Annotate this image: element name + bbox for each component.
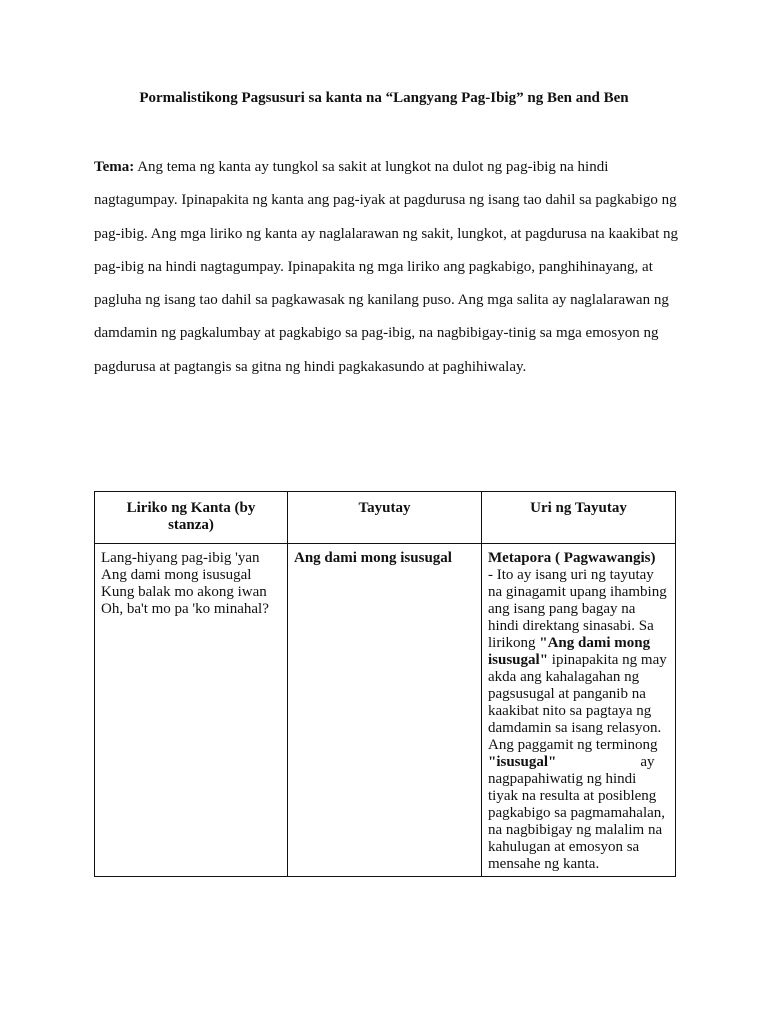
header-uri: Uri ng Tayutay [482,492,676,544]
tayutay-cell [288,544,482,877]
lyric-line: Lang-hiyang pag-ibig 'yan [101,550,260,566]
header-tayutay: Tayutay [288,492,482,544]
lyrics-cell [95,544,288,877]
tayutay-text: Ang dami mong isusugal [294,550,452,566]
uri-text-3: ay [640,754,655,770]
table-row [95,544,676,877]
uri-quote-2: "isusugal" [488,754,557,770]
analysis-table [94,491,676,877]
uri-text-2: ipinapakita ng may akda ang kahalagahan ng pagsusugal at panganib na kaakibat nito sa pagtaya ng damdamin sa isang relasyon. Ang paggamit ng terminong [488,652,667,753]
theme-paragraph [94,151,684,384]
document-title: Pormalistikong Pagsusuri sa kanta na “Langyang Pag-Ibig” ng Ben and Ben [139,90,629,106]
uri-quote-1: "Ang dami mong isusugal" [488,635,651,668]
uri-text-1: - Ito ay isang uri ng tayutay na ginagamit upang ihambing ang isang pang bagay na hindi direktang sinasabi. Sa lirikong [488,567,667,651]
header-liriko: Liriko ng Kanta (by stanza) [95,492,288,544]
lyric-line: Oh, ba't mo pa 'ko minahal? [101,601,269,617]
lyric-line: Kung balak mo akong iwan [101,584,267,600]
uri-text-4: nagpapahiwatig ng hindi tiyak na resulta at posibleng pagkabigo sa pagmamahalan, na nagbibigay ng malalim na kahulugan at emosyon sa mensahe ng kanta. [488,771,666,872]
table-header-row [95,492,676,544]
theme-label: Tema: [94,159,135,175]
uri-name: Metapora ( Pagwawangis) [488,550,656,566]
theme-text: Ang tema ng kanta ay tungkol sa sakit at lungkot na dulot ng pag-ibig na hindi nagtagumpay. Ipinapakita ng kanta ang pag-iyak at pagdurusa ng isang tao dahil sa pagkabigo ng pag-ibig. Ang mga liriko ng kanta ay naglalarawan ng sakit, lungkot, at pagdurusa na kaakibat ng pag-ibig na hindi nagtagumpay. Ipinapakita ng mga liriko ang pagkabigo, panghihinayang, at pagluha ng isang tao dahil sa pagkawasak ng kanilang puso. Ang mga salita ay naglalarawan ng damdamin ng pagkalumbay at pagkabigo sa pag-ibig, na nagbibigay-tinig sa mga emosyon ng pagdurusa at pagtangis sa gitna ng hindi pagkakasundo at paghihiwalay. [94,159,679,375]
uri-cell [482,544,676,877]
lyric-line: Ang dami mong isusugal [101,567,252,583]
